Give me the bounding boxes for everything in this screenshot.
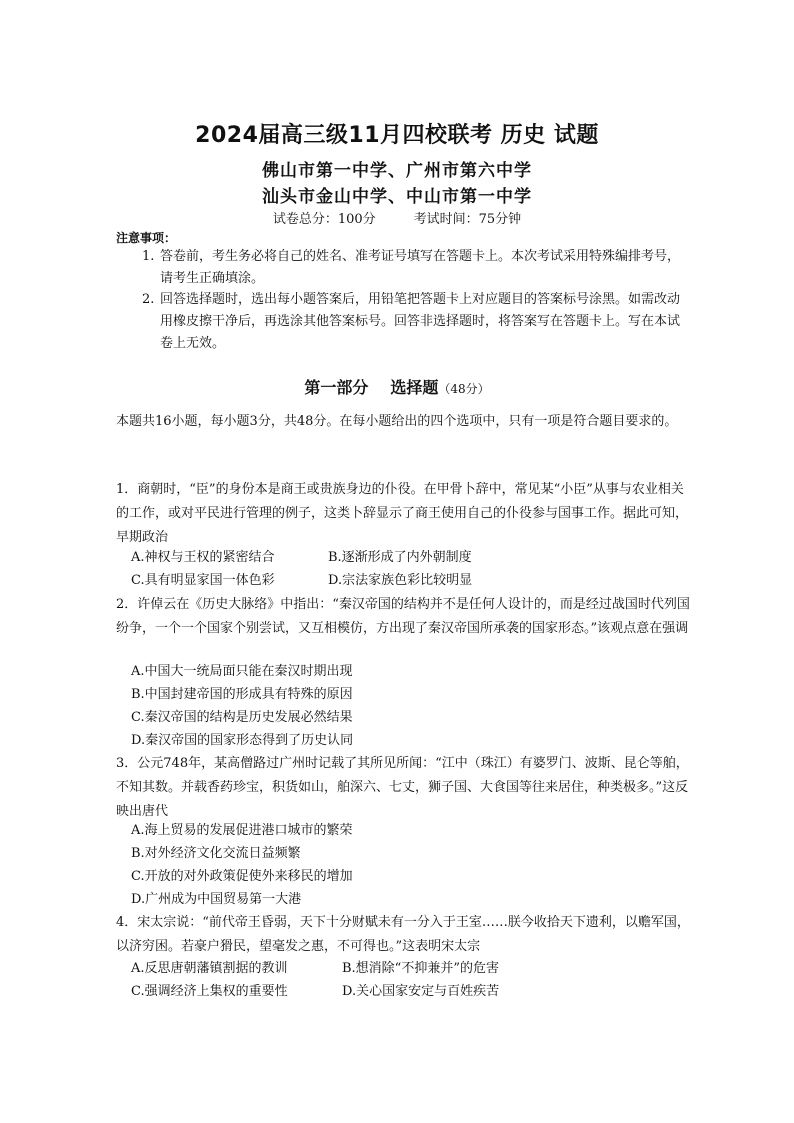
exam-meta xyxy=(0,208,794,227)
option-b: B.逐渐形成了内外朝制度 xyxy=(328,550,472,565)
question-stem: 1．商朝时，“臣”的身份本是商王或贵族身边的仆役。在甲骨卜辞中，常见某“小臣”从事与农业相关的工作，或对平民进行管理的例子，这类卜辞显示了商王使用自己的仆役参与国事工作。据此可知，早期政治 xyxy=(116,482,689,545)
question-stem: 3．公元748年，某高僧路过广州时记载了其所见所闻：“江中（珠江）有婆罗门、波斯、昆仑等舶，不知其数。并载香药珍宝，积货如山，舶深六、七丈，狮子国、大食国等往来居住，种类极多。”这反映出唐代 xyxy=(116,756,689,819)
option-a: A.反思唐朝藩镇割据的教训 xyxy=(131,961,288,976)
option-c: C.强调经济上集权的重要性 xyxy=(131,984,288,999)
section-name: 选择题 xyxy=(390,378,439,397)
option-c: C.秦汉帝国的结构是历史发展必然结果 xyxy=(131,710,353,725)
option-a: A.海上贸易的发展促进港口城市的繁荣 xyxy=(131,823,353,838)
option-a: A.中国大一统局面只能在秦汉时期出现 xyxy=(131,664,353,679)
section-part: 第一部分 xyxy=(304,378,369,397)
option-a: A.神权与王权的紧密结合 xyxy=(131,550,275,565)
notice-heading: 注意事项： xyxy=(116,231,177,245)
section-score: （48分） xyxy=(438,382,490,396)
option-d: D.关心国家安定与百姓疾苦 xyxy=(342,984,500,999)
notice-number: 2. xyxy=(142,292,155,307)
total-score: 试卷总分：100分 xyxy=(272,212,376,227)
option-b: B.中国封建帝国的形成具有特殊的原因 xyxy=(131,687,353,702)
exam-time: 考试时间：75分钟 xyxy=(413,212,522,227)
exam-title: 2024届高三级11月四校联考 历史 试题 xyxy=(195,123,599,148)
option-b: B.对外经济文化交流日益频繁 xyxy=(131,846,301,861)
section-intro: 本题共16小题，每小题3分，共48分。在每小题给出的四个选项中，只有一项是符合题目要求的。 xyxy=(116,414,678,429)
question-stem: 4．宋太宗说：“前代帝王昏弱，天下十分财赋未有一分入于王室……朕今收拾天下遗利，以赡军国，以济穷困。若豪户猾民，望毫发之惠，不可得也。”这表明宋太宗 xyxy=(116,915,690,954)
option-c: C.开放的对外政策促使外来移民的增加 xyxy=(131,869,353,884)
option-d: D.宗法家族色彩比较明显 xyxy=(328,573,473,588)
school-line-1: 佛山市第一中学、广州市第六中学 xyxy=(262,161,532,181)
option-b: B.想消除“不抑兼并”的危害 xyxy=(342,961,499,976)
option-d: D.秦汉帝国的国家形态得到了历史认同 xyxy=(131,733,354,748)
notice-item xyxy=(142,289,690,355)
section-heading xyxy=(0,375,794,398)
notice-text: 答卷前，考生务必将自己的姓名、准考证号填写在答题卡上。本次考试采用特殊编排考号，请考生正确填涂。 xyxy=(160,249,681,286)
option-c: C.具有明显家国一体色彩 xyxy=(131,573,275,588)
question-stem: 2．许倬云在《历史大脉络》中指出：“秦汉帝国的结构并不是任何人设计的，而是经过战国时代列国纷争，一个一个国家个别尝试，又互相模仿，方出现了秦汉帝国所承袭的国家形态。”该观点意在强调 xyxy=(116,597,690,636)
notice-text: 回答选择题时，选出每小题答案后，用铅笔把答题卡上对应题目的答案标号涂黑。如需改动用橡皮擦干净后，再选涂其他答案标号。回答非选择题时，将答案写在答题卡上。写在本试卷上无效。 xyxy=(160,292,681,351)
option-d: D.广州成为中国贸易第一大港 xyxy=(131,892,302,907)
school-line-2: 汕头市金山中学、中山市第一中学 xyxy=(262,187,532,207)
notice-number: 1. xyxy=(142,249,155,264)
notice-item xyxy=(142,246,690,290)
